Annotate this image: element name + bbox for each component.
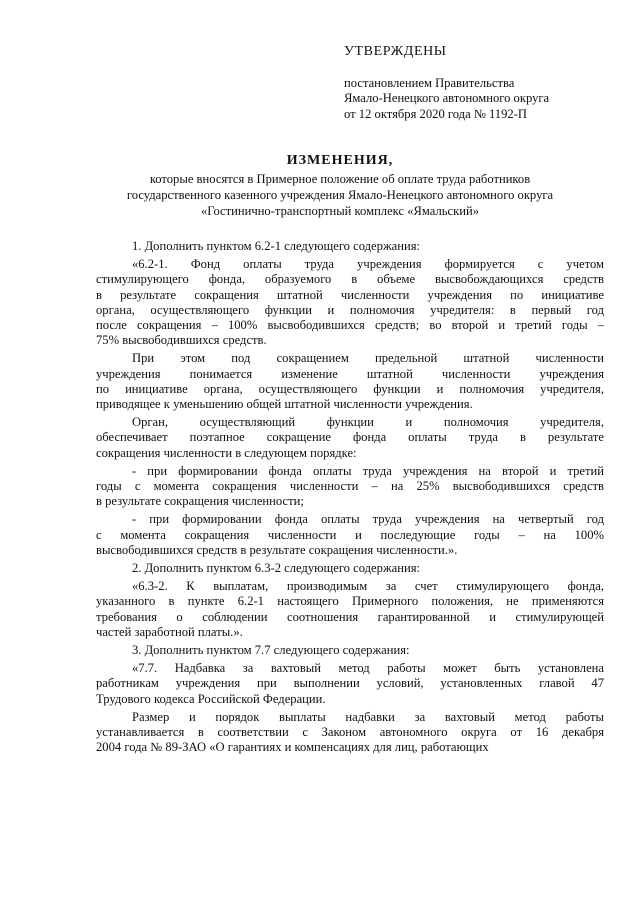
text-line: При этом под сокращением предельной штатной численности — [132, 351, 604, 366]
text-line: «6.3-2. К выплатам, производимым за счет стимулирующего фонда, — [132, 579, 604, 594]
text-line: сокращения численности в следующем порядке: — [96, 445, 357, 460]
document-title — [70, 153, 610, 219]
text-line: в результате сокращения численности; — [96, 494, 304, 509]
item-7-7 — [96, 661, 604, 707]
text-line: требования о соблюдении соотношения гарантированной и стимулирующей — [96, 609, 604, 624]
text-line: - при формировании фонда оплаты труда учреждения на второй и третий — [132, 463, 604, 478]
approval-stamp — [344, 44, 614, 122]
text-line: по инициативе органа, осуществляющего функции и полномочия учредителя, — [96, 381, 604, 396]
approval-line: постановлением Правительства — [344, 75, 515, 90]
title-heading: ИЗМЕНЕНИЯ, — [286, 153, 394, 168]
item-6-3-2 — [96, 579, 604, 640]
approval-line: от 12 октября 2020 года № 1192-П — [344, 106, 527, 121]
paragraph-bonus-procedure — [96, 710, 604, 756]
text-line: «7.7. Надбавка за вахтовый метод работы может быть установлена — [132, 661, 604, 676]
text-line: учреждения понимается изменение штатной численности учреждения — [96, 366, 604, 381]
text-line: 3. Дополнить пунктом 7.7 следующего содержания: — [132, 643, 410, 658]
text-line: устанавливается в соответствии с Законом автономного округа от 16 декабря — [96, 725, 604, 740]
text-line: «6.2-1. Фонд оплаты труда учреждения формируется с учетом — [132, 257, 604, 272]
text-line: стимулирующего фонда, образуемого в объеме высвобождающихся средств — [96, 272, 604, 287]
item-6-2-1 — [96, 257, 604, 348]
item-3-intro — [96, 643, 604, 658]
text-line: указанного в пункте 6.2-1 настоящего Примерного положения, не применяются — [96, 594, 604, 609]
text-line: приводящее к уменьшению общей штатной численности учреждения. — [96, 397, 473, 412]
text-line: обеспечивает поэтапное сокращение фонда оплаты труда в результате — [96, 430, 604, 445]
item-2-intro — [96, 561, 604, 576]
document-body — [96, 239, 604, 756]
title-line: которые вносятся в Примерное положение об оплате труда работников — [149, 172, 531, 186]
text-line: 75% высвободившихся средств. — [96, 333, 267, 348]
text-line: 2. Дополнить пунктом 6.3-2 следующего содержания: — [132, 561, 421, 576]
title-line: государственного казенного учреждения Ямало-Ненецкого автономного округа — [126, 188, 554, 202]
approval-heading: УТВЕРЖДЕНЫ — [344, 44, 447, 59]
title-line: «Гостинично-транспортный комплекс «Ямальский» — [200, 204, 480, 218]
approval-line: Ямало-Ненецкого автономного округа — [344, 91, 550, 105]
text-line: годы с момента сокращения численности – на 25% высвободившихся средств — [96, 479, 604, 494]
text-line: работникам учреждения при выполнении условий, установленных главой 47 — [96, 676, 604, 691]
list-item-fourth-year — [96, 512, 604, 558]
item-1-intro — [96, 239, 604, 254]
text-line: Орган, осуществляющий функции и полномочия учредителя, — [132, 415, 604, 430]
text-line: Трудового кодекса Российской Федерации. — [96, 691, 326, 706]
text-line: органа, осуществляющего функции и полномочия учредителя: в первый год — [96, 302, 604, 317]
list-item-second-third-year — [96, 464, 604, 510]
paragraph-reduction-definition — [96, 351, 604, 412]
text-line: Размер и порядок выплаты надбавки за вахтовый метод работы — [132, 709, 604, 724]
text-line: 1. Дополнить пунктом 6.2-1 следующего содержания: — [132, 239, 421, 253]
text-line: после сокращения – 100% высвободившихся средств; во второй и третий годы – — [96, 318, 604, 333]
paragraph-stepwise-order — [96, 415, 604, 461]
text-line: с момента сокращения численности и последующие годы – на 100% — [96, 527, 604, 542]
text-line: высвободившихся средств в результате сокращения численности.». — [96, 542, 458, 557]
text-line: 2004 года № 89-ЗАО «О гарантиях и компенсациях для лиц, работающих — [96, 740, 489, 755]
text-line: в результате сокращения штатной численности учреждения по инициативе — [96, 287, 604, 302]
text-line: - при формировании фонда оплаты труда учреждения на четвертый год — [132, 512, 604, 527]
text-line: частей заработной платы.». — [96, 624, 243, 639]
